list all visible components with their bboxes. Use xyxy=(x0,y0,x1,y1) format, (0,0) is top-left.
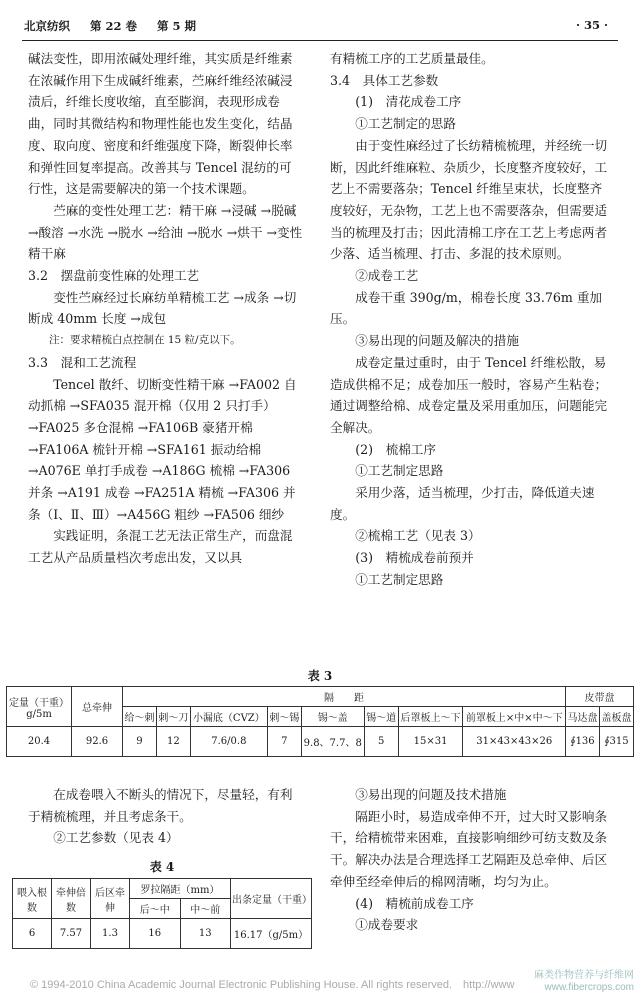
t4-h5: 出条定量（干重） xyxy=(231,879,312,919)
paragraph: 在成卷喂入不断头的情况下，尽量轻，有利于精梳梳理，并且考虑条干。 xyxy=(28,787,293,824)
t4-cell: 1.3 xyxy=(91,919,130,949)
header-rule xyxy=(22,40,618,41)
paragraph: ③易出现的问题及技术措施 xyxy=(355,787,507,802)
below-left-column xyxy=(28,784,304,849)
t4-cell: 16.17（g/5m） xyxy=(231,919,312,949)
copyright-footer: © 1994-2010 China Academic Journal Electronic Publishing House. All rights reserved. http://www xyxy=(30,979,515,991)
t4-h4: 罗拉隔距（mm） xyxy=(130,879,231,899)
volume: 第 22 卷 xyxy=(90,19,138,33)
paragraph: (2) 梳棉工序 xyxy=(355,441,436,457)
right-column xyxy=(330,48,614,591)
t3-h-draft: 总牵伸 xyxy=(72,687,123,727)
t4-h3: 后区牵伸 xyxy=(91,879,130,919)
paragraph: ②工艺参数（见表 4） xyxy=(53,830,179,846)
t4-cell: 7.57 xyxy=(52,919,91,949)
paragraph: 碱法变性，即用浓碱处理纤维，其实质是纤维素在浓碱作用下生成碱纤维素，苎麻纤维经浓碱浸渍后，纤维长度收缩，直至膨润，表现形成卷曲，同时其微结构和物理性能也发生变化，结晶度、取向度、密度和纤维强度下降，断裂伸长率和弹性回复率提高。改善其与 Tencel 混纺的可行性，这是需要解决的第一个技术课题。 xyxy=(28,51,293,197)
t4-h1: 喂入根数 xyxy=(13,879,52,919)
section-heading: 3.3 混和工艺流程 xyxy=(28,354,137,370)
t3-gauge-col: 给～刺 xyxy=(123,707,157,727)
t4-cell: 13 xyxy=(180,919,231,949)
paragraph: 采用少落，适当梳理，少打击，降低道夫速度。 xyxy=(330,485,595,522)
paragraph: ②成卷工艺 xyxy=(355,268,419,284)
t3-cell: 9.8、7.7、8 xyxy=(301,727,364,757)
t3-flat-col: 马达盘 xyxy=(566,707,600,727)
t3-cell: 12 xyxy=(156,727,190,757)
issue: 第 5 期 xyxy=(157,19,197,33)
paragraph: ③易出现的问题及解决的措施 xyxy=(355,333,519,349)
t3-cell: 92.6 xyxy=(72,727,123,757)
paragraph: 由于变性麻经过了长纺精梳梳理，并经统一切断，因此纤维麻粒、杂质少，长度整齐度较好，工艺上不需要落杂；Tencel 纤维呈束状，长度整齐度较好，无杂物，工艺上也不需要落杂，但需要适当的梳理及打击；因此清棉工序在工艺上考虑两者少落、适当梳理、打击、多混的技术原则。 xyxy=(330,137,608,262)
t3-cell: 20.4 xyxy=(7,727,72,757)
paragraph: 苎麻的变性处理工艺：精干麻 →浸碱 →脱碱 →酸溶 →水洗 →脱水 →给油 →脱水 →烘干 →变性精干麻 xyxy=(28,202,303,262)
t3-gauge-col: 前罩板上×中×中～下 xyxy=(463,707,566,727)
t4-cell: 16 xyxy=(130,919,181,949)
section-heading: 3.4 具体工艺参数 xyxy=(330,72,439,88)
table4-caption: 表 4 xyxy=(149,860,175,874)
paragraph: ①工艺制定思路 xyxy=(355,571,444,587)
t3-cell: 9 xyxy=(123,727,157,757)
paragraph: Tencel 散纤、切断变性精干麻 →FA002 自动抓棉 →SFA035 混开棉（仅用 2 只打手）→FA025 多仓混棉 →FA106B 豪猪开棉 →FA106A 梳针开棉 →SFA161 振动给棉 →A076E 单打手成卷 →A186G 梳棉 →FA306 并条 →A191 成卷 →FA251A 精梳 →FA306 并条（Ⅰ、Ⅱ、Ⅲ）→A456G 粗纱 →FA506 细纱 xyxy=(28,376,297,522)
t3-cell: ∮315 xyxy=(599,727,633,757)
t3-gauge-col: 刺～刀 xyxy=(156,707,190,727)
journal-name: 北京纺织 xyxy=(24,19,70,33)
paragraph: (4) 精梳前成卷工序 xyxy=(355,895,474,911)
note-text: 注：要求精梳白点控制在 15 粒/克以下。 xyxy=(49,334,241,347)
t4-h4a: 后～中 xyxy=(130,899,181,919)
table3-caption: 表 3 xyxy=(307,669,333,683)
t3-gauge-col: 锡～道 xyxy=(364,707,398,727)
t4-h2: 牵伸倍数 xyxy=(52,879,91,919)
t4-h4b: 中～前 xyxy=(180,899,231,919)
t3-gauge-col: 后罩板上～下 xyxy=(398,707,463,727)
paragraph: 实践证明，条混工艺无法正常生产，而盘混工艺从产品质量档次考虑出发，又以具 xyxy=(28,528,293,566)
paragraph: ①工艺制定思路 xyxy=(355,463,444,479)
t3-h-weight: 定量（干重）g/5m xyxy=(7,687,72,727)
t3-cell: 7.6/0.8 xyxy=(190,727,267,757)
section-heading: 3.2 摆盘前变性麻的处理工艺 xyxy=(28,268,200,284)
site-watermark: 麻类作物营养与纤维网 www.fibercrops.com xyxy=(534,970,634,993)
t3-gauge-col: 小漏底（CVZ） xyxy=(190,707,267,727)
table-4 xyxy=(12,878,312,949)
t3-gauge-col: 刺～锡 xyxy=(267,707,301,727)
paragraph: (3) 精梳成卷前预并 xyxy=(355,550,474,566)
paragraph: 成卷干重 390g/m，棉卷长度 33.76m 重加压。 xyxy=(330,289,603,327)
left-column xyxy=(28,48,304,569)
paragraph: 成卷定量过重时，由于 Tencel 纤维松散，易造成供棉不足；成卷加压一般时，容易产生粘卷；通过调整给棉、成卷定量及采用重加压，问题能完全解决。 xyxy=(330,354,608,435)
paragraph: 隔距小时，易造成牵伸不开，过大时又影响条干，给精梳带来困难，直接影响细纱可纺支数及条干。解决办法是合理选择工艺隔距及总牵伸、后区牵伸至经牵伸后的棉网清晰，均匀为止。 xyxy=(330,808,608,889)
paragraph: (1) 清花成卷工序 xyxy=(355,94,462,110)
t3-cell: 31×43×43×26 xyxy=(463,727,566,757)
t3-cell: ∮136 xyxy=(566,727,600,757)
t4-cell: 6 xyxy=(13,919,52,949)
t3-cell: 7 xyxy=(267,727,301,757)
t3-flat-col: 盖板盘 xyxy=(599,707,633,727)
paragraph: 变性苎麻经过长麻纺单精梳工艺 →成条 →切断成 40mm 长度 →成包 xyxy=(28,289,297,327)
t3-h-gauge: 隔 距 xyxy=(123,687,566,707)
t3-h-flat: 皮带盘 xyxy=(566,687,634,707)
t3-gauge-col: 锡～盖 xyxy=(301,707,364,727)
paragraph: ②梳棉工艺（见表 3） xyxy=(355,528,481,544)
running-header xyxy=(24,18,616,38)
below-right-column xyxy=(330,784,614,936)
paragraph: 有精梳工序的工艺质量最佳。 xyxy=(330,51,494,66)
paragraph: ①工艺制定的思路 xyxy=(355,116,456,132)
paragraph: ①成卷要求 xyxy=(355,917,419,933)
page-number: · 35 · xyxy=(575,18,608,32)
t3-cell: 5 xyxy=(364,727,398,757)
table-3 xyxy=(6,686,634,757)
t3-cell: 15×31 xyxy=(398,727,463,757)
